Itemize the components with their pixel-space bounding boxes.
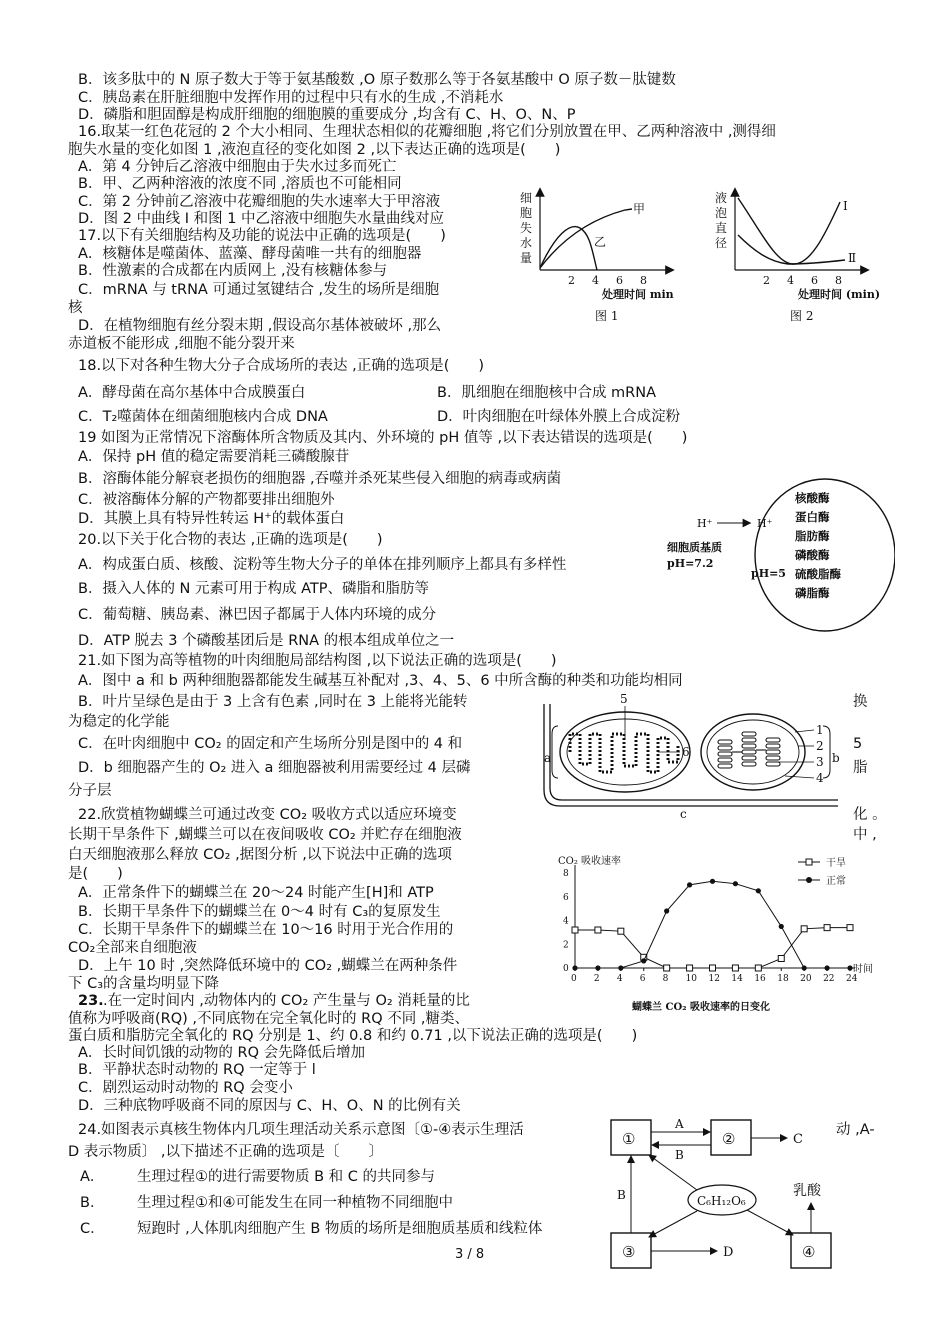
x-tick-label: 24 — [846, 974, 858, 984]
fig2-tick-6: 6 — [811, 274, 818, 287]
label-c: c — [680, 807, 687, 820]
q17-option-d: D．在植物细胞有丝分裂末期 ,假设高尔基体被破坏 ,那么 — [78, 318, 442, 334]
series-line-dry — [575, 928, 850, 968]
x-tick-label: 16 — [754, 974, 766, 984]
fig2-ylabel-2: 泡 — [715, 206, 728, 220]
figure-1 — [520, 191, 674, 323]
point-dry — [824, 925, 830, 931]
glucose-label: C₆H₁₂O₆ — [697, 1194, 746, 1208]
q16-stem-cont: 胞失水量的变化如图 1 ,液泡直径的变化如图 2 ,以下表达正确的选项是( ) — [68, 142, 561, 158]
q19-option-a: A．保持 pH 值的稳定需要消耗三磷酸腺苷 — [78, 449, 350, 465]
q21-option-c: C．在叶肉细胞中 CO₂ 的固定和产生场所分别是图中的 4 和 — [78, 736, 463, 752]
x-tick-label: 0 — [571, 974, 577, 984]
fig1-tick-2: 2 — [568, 274, 575, 287]
q18-stem: 18.以下对各种生物大分子合成场所的表达 ,正确的选项是( ) — [78, 358, 485, 374]
label-D: D — [723, 1245, 734, 1260]
leaf-cell-figure — [540, 690, 845, 820]
point-dry — [847, 925, 853, 931]
label-C: C — [793, 1132, 803, 1147]
cytosol-ph: pH=7.2 — [667, 557, 714, 570]
q24-option-b-label: B． — [80, 1195, 105, 1211]
q22-option-c: C．长期干旱条件下的蝴蝶兰在 10～16 时用于光合作用的 — [78, 922, 454, 938]
fig1-ylabel-4: 水 — [520, 236, 533, 250]
q22-option-d: D．上午 10 时 ,突然降低环境中的 CO₂ ,蝴蝶兰在两种条件 — [78, 958, 458, 974]
label-1: 1 — [816, 723, 824, 737]
cytosol-label: 细胞质基质 — [667, 541, 722, 554]
q22-option-d-cont: 下 C₃的含量均明显下降 — [68, 976, 220, 992]
legend-dry-marker — [806, 859, 812, 865]
q20-option-a: A．构成蛋白质、核酸、淀粉等生物大分子的单体在排列顺序上都具有多样性 — [78, 557, 567, 573]
q17-option-d-cont: 赤道板不能形成 ,细胞不能分裂开来 — [68, 336, 295, 352]
enzyme-5: 硫酸脂酶 — [795, 567, 841, 581]
fig2-ylabel-4: 径 — [715, 236, 728, 250]
fig1-label-yi: 乙 — [594, 235, 607, 249]
q15-option-c: C．胰岛素在肝脏细胞中发挥作用的过程中只有水的生成 ,不消耗水 — [78, 90, 504, 106]
enzyme-6: 磷脂酶 — [795, 586, 830, 600]
label-5: 5 — [620, 692, 628, 706]
point-normal — [595, 965, 600, 970]
y-tick-label: 0 — [563, 964, 569, 974]
q24-option-b: 生理过程①和④可能发生在同一种植物不同细胞中 — [137, 1195, 453, 1211]
q16-option-c: C．第 2 分钟前乙溶液中花瓣细胞的失水速率大于甲溶液 — [78, 194, 441, 210]
fig1-tick-8: 8 — [640, 274, 647, 287]
node-1: ① — [622, 1130, 636, 1148]
fig2-label-2: Ⅱ — [848, 251, 857, 265]
point-dry — [664, 965, 670, 971]
y-tick-label: 4 — [563, 916, 569, 927]
x-tick-label: 10 — [685, 974, 698, 984]
x-tick-label: 4 — [616, 974, 623, 984]
label-b: b — [832, 751, 840, 765]
legend-normal-marker — [806, 877, 812, 883]
q16-stem: 16.取某一红色花冠的 2 个大小相同、生理状态相似的花瓣细胞 ,将它们分别放置在甲、乙两种溶液中 ,测得细 — [78, 124, 776, 140]
q18-option-c: C．T₂噬菌体在细菌细胞核内合成 DNA — [78, 409, 328, 425]
fig2-label-1: Ⅰ — [843, 199, 848, 213]
co2-uptake-chart — [530, 848, 875, 1018]
fig1-label-jia: 甲 — [633, 202, 646, 216]
legend-normal: 正常 — [826, 876, 846, 887]
point-normal — [618, 965, 623, 970]
y-tick-label: 2 — [563, 940, 569, 951]
fig2-tick-8: 8 — [835, 274, 842, 287]
q24-option-a-label: A． — [80, 1169, 105, 1185]
q22-stem-3: 白天细胞液那么释放 CO₂ ,据图分析 ,以下说法中正确的选项 — [68, 847, 452, 863]
figure-2 — [715, 190, 880, 323]
q19-option-c: C．被溶酶体分解的产物都要排出细胞外 — [78, 492, 335, 508]
chart-ylabel: CO₂ 吸收速率 — [558, 856, 622, 867]
q17-option-b: B．性激素的合成都在内质网上 ,没有核糖体参与 — [78, 263, 388, 279]
x-tick-label: 18 — [777, 974, 789, 984]
q20-stem: 20.以下关于化合物的表达 ,正确的选项是( ) — [78, 532, 383, 548]
label-B-top: B — [675, 1148, 684, 1162]
q22-stem-tail1: 化 。 — [853, 807, 887, 823]
label-a: a — [544, 751, 552, 765]
q19-option-b: B．溶酶体能分解衰老损伤的细胞器 ,吞噬并杀死某些侵入细胞的病毒或病菌 — [78, 471, 562, 487]
process-flow-diagram — [605, 1115, 845, 1275]
page-number: 3 / 8 — [455, 1247, 485, 1262]
fig2-curve-1 — [738, 198, 840, 264]
q22-stem: 22.欣赏植物蝴蝶兰可通过改变 CO₂ 吸收方式以适应环境变 — [78, 807, 457, 823]
enzyme-4: 磷酸酶 — [795, 548, 830, 562]
node-3: ③ — [622, 1243, 636, 1261]
label-6: 6 — [682, 745, 690, 759]
enzyme-3: 脂肪酶 — [795, 529, 830, 543]
chart-legend — [798, 857, 846, 887]
q21-stem: 21.如下图为高等植物的叶肉细胞局部结构图 ,以下说法正确的选项是( ) — [78, 653, 557, 669]
fig1-ylabel-3: 失 — [520, 221, 533, 235]
q24-option-a: 生理过程①的进行需要物质 B 和 C 的共同参与 — [137, 1169, 436, 1185]
q15-option-b: B．该多肽中的 N 原子数大于等于氨基酸数 ,O 原子数那么等于各氨基酸中 O 原子数－肽键数 — [78, 72, 676, 88]
fig1-curve-jia — [540, 209, 632, 268]
y-tick-label: 8 — [563, 869, 569, 879]
x-tick-label: 14 — [731, 974, 743, 984]
q23-option-c: C．剧烈运动时动物的 RQ 会变小 — [78, 1080, 293, 1096]
enzyme-2: 蛋白酶 — [795, 510, 830, 524]
point-dry — [595, 927, 601, 933]
q21-option-c-tail: 5 — [853, 736, 863, 752]
fig2-xlabel: 处理时间 (min) — [798, 288, 881, 301]
q22-option-b: B．长期干旱条件下的蝴蝶兰在 0～4 时有 C₃的复原发生 — [78, 904, 441, 920]
x-tick-label: 20 — [800, 974, 812, 984]
q23-stem-2: 值称为呼吸商(RQ) ,不同底物在完全氧化时的 RQ 不同 ,糖类、 — [68, 1011, 469, 1027]
q21-option-b: B．叶片呈绿色是由于 3 上含有色素 ,同时在 3 上能将光能转 — [78, 694, 468, 710]
q23-option-d: D．三种底物呼吸商不同的原因与 C、H、O、N 的比例有关 — [78, 1098, 461, 1114]
point-dry — [618, 928, 624, 934]
chloroplast-b-outer — [701, 714, 805, 790]
q17-option-c-cont: 核 — [68, 300, 83, 316]
h-ion-inside: H⁺ — [757, 517, 773, 530]
q19-option-d: D．其膜上具有特异性转运 H⁺的载体蛋白 — [78, 511, 345, 527]
series-line-normal — [575, 881, 850, 968]
q21-option-b-tail: 换 — [853, 694, 868, 710]
q16-option-a: A．第 4 分钟后乙溶液中细胞由于失水过多而死亡 — [78, 159, 397, 175]
q20-option-c: C．葡萄糖、胰岛素、淋巴因子都属于人体内环境的成分 — [78, 607, 437, 623]
fig2-caption: 图 2 — [790, 309, 814, 323]
fig2-ylabel-3: 直 — [715, 221, 728, 235]
q21-option-d-cont: 分子层 — [68, 783, 112, 799]
q24-stem: 24.如图表示真核生物体内几项生理活动关系示意图〔①-④表示生理活 — [78, 1122, 524, 1138]
fig2-tick-2: 2 — [763, 274, 770, 287]
fig2-curve-2 — [738, 235, 845, 264]
q21-option-d: D．b 细胞器产生的 O₂ 进入 a 细胞器被利用需要经过 4 层磷 — [78, 760, 471, 776]
point-normal — [756, 888, 761, 893]
q23-stem: .在一定时间内 ,动物体内的 CO₂ 产生量与 O₂ 消耗量的比 — [103, 993, 470, 1009]
x-tick-label: 6 — [639, 974, 646, 984]
point-dry — [732, 965, 738, 971]
point-normal — [824, 965, 829, 970]
q17-option-c: C．mRNA 与 tRNA 可通过氢键结合 ,发生的场所是细胞 — [78, 282, 440, 298]
fig1-tick-4: 4 — [592, 274, 599, 287]
fig2-tick-4: 4 — [787, 274, 794, 287]
point-dry — [801, 926, 807, 932]
legend-dry: 干旱 — [826, 858, 846, 869]
q22-stem-tail2: 中 , — [853, 827, 877, 843]
fig1-caption: 图 1 — [595, 309, 619, 323]
q23-option-b: B．平静状态时动物的 RQ 一定等于 l — [78, 1062, 316, 1078]
label-B-left: B — [617, 1188, 626, 1202]
fig1-ylabel-2: 胞 — [520, 206, 533, 220]
point-dry — [572, 927, 578, 933]
fig1-tick-6: 6 — [616, 274, 623, 287]
q22-option-c-cont: CO₂全部来自细胞液 — [68, 940, 197, 956]
point-normal — [733, 881, 738, 886]
q21-option-b-cont: 为稳定的化学能 — [68, 714, 170, 730]
q17-option-a: A．核糖体是噬菌体、蓝藻、酵母菌唯一共有的细胞器 — [78, 246, 422, 262]
q17-stem: 17.以下有关细胞结构及功能的说法中正确的选项是( ) — [78, 228, 446, 244]
x-tick-label: 2 — [593, 974, 600, 984]
label-A: A — [675, 1117, 684, 1131]
q22-stem-4: 是( ) — [68, 866, 123, 882]
mitochondrion-cristae — [570, 734, 678, 772]
q23-option-a: A．长时间饥饿的动物的 RQ 会先降低后增加 — [78, 1045, 366, 1061]
point-dry — [687, 965, 693, 971]
point-normal — [572, 965, 577, 970]
fig1-ylabel-5: 量 — [520, 251, 533, 265]
label-2: 2 — [816, 739, 824, 753]
q22-option-a: A．正常条件下的蝴蝶兰在 20～24 时能产生[H]和 ATP — [78, 885, 434, 901]
q24-option-c: 短跑时 ,人体肌肉细胞产生 B 物质的场所是细胞质基质和线粒体 — [137, 1221, 543, 1237]
q21-option-a: A．图中 a 和 b 两种细胞器都能发生碱基互补配对 ,3、4、5、6 中所含酶的种类和功能均相同 — [78, 673, 683, 689]
q16-option-b: B．甲、乙两种溶液的浓度不同 ,溶质也不可能相同 — [78, 176, 402, 192]
x-tick-label: 8 — [662, 974, 669, 984]
q18-option-b: B．肌细胞在细胞核中合成 mRNA — [437, 385, 657, 401]
point-normal — [710, 879, 715, 884]
q23-stem-3: 蛋白质和脂肪完全氧化的 RQ 分别是 1、约 0.8 和约 0.71 ,以下说法正确的选项是( ) — [68, 1028, 638, 1044]
q23-number: 23. — [78, 993, 104, 1009]
x-tick-label: 22 — [823, 974, 835, 984]
q16-figures — [510, 180, 905, 330]
fig1-ylabel-1: 细 — [520, 191, 533, 205]
chart-caption: 蝴蝶兰 CO₂ 吸收速率的日变化 — [632, 1002, 771, 1013]
q24-stem-2: D 表示物质〕 ,以下描述不正确的选项是〔 〕 — [68, 1144, 383, 1160]
point-normal — [802, 965, 807, 970]
y-tick-label: 6 — [563, 892, 569, 903]
point-normal — [847, 965, 852, 970]
h-ion-outside: H⁺ — [697, 517, 713, 530]
point-normal — [664, 908, 669, 913]
lysosome-ph: pH=5 — [751, 567, 786, 580]
node-2: ② — [722, 1130, 736, 1148]
x-tick-label: 12 — [708, 974, 720, 984]
q24-option-c-label: C． — [80, 1221, 105, 1237]
point-normal — [687, 882, 692, 887]
enzyme-1: 核酸酶 — [795, 491, 830, 505]
chart-series — [572, 879, 853, 971]
node-4: ④ — [802, 1243, 816, 1261]
fig1-xlabel: 处理时间 min — [602, 288, 674, 301]
q20-option-d: D．ATP 脱去 3 个磷酸基团后是 RNA 的根本组成单位之一 — [78, 633, 455, 649]
q15-option-d: D．磷脂和胆固醇是构成肝细胞的细胞膜的重要成分 ,均含有 C、H、O、N、P — [78, 107, 576, 123]
chart-xlabel: 时间 — [853, 964, 873, 975]
thylakoid-stacks — [718, 732, 780, 768]
label-3: 3 — [816, 755, 824, 769]
q20-option-b: B．摄入人体的 N 元素可用于构成 ATP、磷脂和脂肪等 — [78, 581, 430, 597]
q21-option-d-tail: 脂 — [853, 760, 868, 776]
q18-option-d: D．叶肉细胞在叶绿体外膜上合成淀粉 — [437, 409, 681, 425]
q22-stem-2: 长期干旱条件下 ,蝴蝶兰可以在夜间吸收 CO₂ 并贮存在细胞液 — [68, 827, 462, 843]
point-normal — [779, 924, 784, 929]
q24-stem-tail: 动 ,A- — [836, 1122, 875, 1138]
lactate-label: 乳酸 — [793, 1183, 821, 1199]
point-normal — [641, 958, 646, 963]
fig1-curve-yi — [540, 227, 597, 270]
fig2-ylabel-1: 液 — [715, 191, 728, 205]
q16-option-d: D．图 2 中曲线 Ⅰ 和图 1 中乙溶液中细胞失水量曲线对应 — [78, 211, 445, 227]
q18-option-a: A．酵母菌在高尔基体中合成膜蛋白 — [78, 385, 306, 401]
lysosome-figure — [655, 478, 895, 633]
point-dry — [710, 965, 716, 971]
label-4: 4 — [816, 771, 824, 785]
q19-stem: 19 如图为正常情况下溶酶体所含物质及其内、外环境的 pH 值等 ,以下表达错误的选项是( ) — [78, 430, 688, 446]
point-dry — [755, 965, 761, 971]
point-dry — [778, 956, 784, 962]
